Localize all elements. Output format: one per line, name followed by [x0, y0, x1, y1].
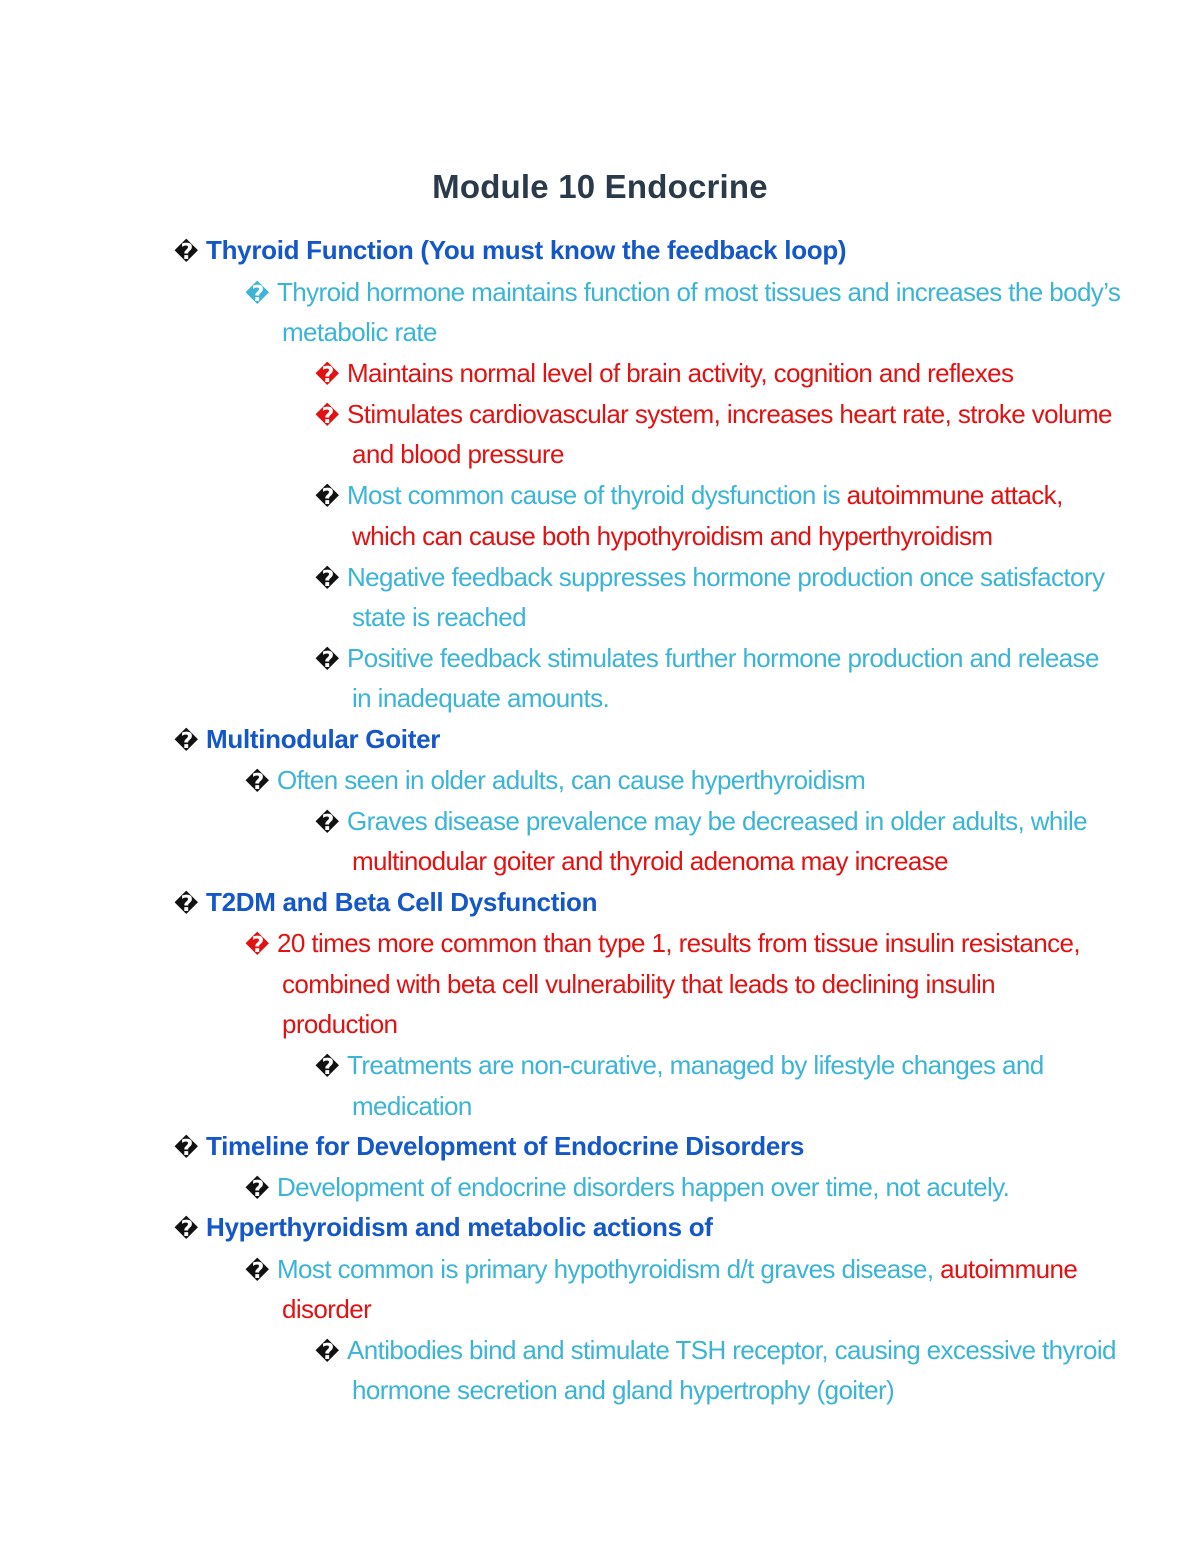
bullet-icon: �	[174, 892, 199, 917]
list-item: � 20 times more common than type 1, results from tissue insulin resistance,	[245, 926, 1080, 963]
bullet-icon: �	[315, 485, 339, 510]
bullet-icon: �	[245, 1177, 269, 1202]
list-item: � Antibodies bind and stimulate TSH receptor, causing excessive thyroid	[315, 1333, 1116, 1370]
list-item-continuation: disorder	[282, 1294, 372, 1324]
list-item: � Development of endocrine disorders happen over time, not acutely.	[245, 1170, 1009, 1207]
bullet-icon: �	[245, 1259, 269, 1284]
section-heading-hyperthyroidism	[174, 1210, 713, 1247]
list-item-continuation: metabolic rate	[282, 317, 437, 347]
bullet-icon: �	[315, 1340, 339, 1365]
section-heading-t2dm	[174, 885, 597, 922]
heading-text: Multinodular Goiter	[206, 724, 441, 754]
list-item-continuation: and blood pressure	[352, 439, 564, 469]
list-item-continuation: medication	[352, 1091, 472, 1121]
list-item-continuation: combined with beta cell vulnerability that leads to declining insulin	[282, 969, 996, 999]
heading-text: Hyperthyroidism and metabolic actions of	[206, 1212, 713, 1242]
section-heading-multinodular-goiter	[174, 722, 440, 759]
list-item-continuation: production	[282, 1009, 398, 1039]
bullet-icon: �	[245, 770, 269, 795]
list-item: � Most common cause of thyroid dysfunction is autoimmune attack,	[315, 478, 1063, 515]
list-item: � Thyroid hormone maintains function of most tissues and increases the body’s	[245, 275, 1120, 312]
list-item-continuation: hormone secretion and gland hypertrophy (goiter)	[352, 1375, 895, 1405]
bullet-icon: �	[174, 240, 199, 265]
bullet-icon: �	[315, 1055, 339, 1080]
bullet-icon: �	[174, 729, 199, 754]
list-item: � Most common is primary hypothyroidism d/t graves disease, autoimmune	[245, 1252, 1077, 1289]
list-item: � Positive feedback stimulates further hormone production and release	[315, 641, 1099, 678]
list-item: � Graves disease prevalence may be decreased in older adults, while	[315, 804, 1087, 841]
bullet-icon: �	[315, 567, 339, 592]
bullet-icon: �	[315, 648, 339, 673]
heading-text: T2DM and Beta Cell Dysfunction	[206, 887, 598, 917]
bullet-icon: �	[245, 282, 269, 307]
heading-text: Thyroid Function (You must know the feedback loop)	[206, 235, 847, 265]
list-item: � Maintains normal level of brain activity, cognition and reflexes	[315, 356, 1013, 393]
heading-text: Timeline for Development of Endocrine Disorders	[206, 1131, 804, 1161]
bullet-icon: �	[174, 1217, 199, 1242]
section-heading-timeline	[174, 1129, 804, 1166]
list-item: � Treatments are non-curative, managed by lifestyle changes and	[315, 1048, 1044, 1085]
list-item: � Often seen in older adults, can cause hyperthyroidism	[245, 763, 865, 800]
list-item-continuation: which can cause both hypothyroidism and hyperthyroidism	[352, 521, 993, 551]
list-item-continuation: state is reached	[352, 602, 526, 632]
list-item-continuation: in inadequate amounts.	[352, 683, 610, 713]
page-title: Module 10 Endocrine	[432, 168, 768, 205]
list-item: � Negative feedback suppresses hormone production once satisfactory	[315, 560, 1104, 597]
list-item: � Stimulates cardiovascular system, increases heart rate, stroke volume	[315, 397, 1112, 434]
list-item-continuation: multinodular goiter and thyroid adenoma may increase	[352, 846, 949, 876]
bullet-icon: �	[245, 933, 269, 958]
section-heading-thyroid-function	[174, 233, 846, 270]
bullet-icon: �	[315, 404, 339, 429]
bullet-icon: �	[315, 811, 339, 836]
bullet-icon: �	[315, 363, 339, 388]
bullet-icon: �	[174, 1136, 199, 1161]
